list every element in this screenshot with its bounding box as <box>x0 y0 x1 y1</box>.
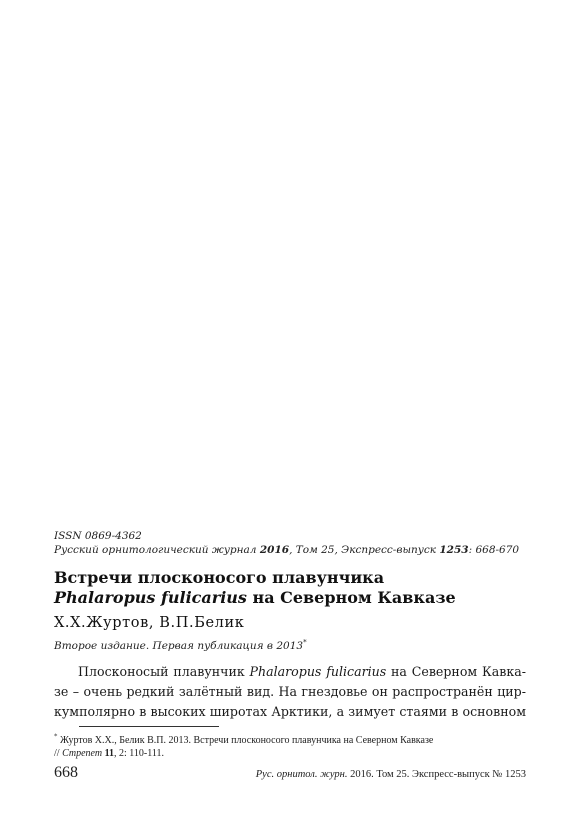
body-text <box>54 662 526 722</box>
footnote-volume: 11 <box>104 748 115 759</box>
title-species: Phalaropus fulicarius <box>54 588 247 607</box>
journal-volume: , Том 25, Экспресс-выпуск <box>289 544 440 556</box>
body-species: Phalaropus fulicarius <box>249 664 387 679</box>
body-line: зе – очень редкий залётный вид. На гнездовье он распространён цир- <box>54 684 526 699</box>
body-text-fragment: Плосконосый плавунчик <box>78 664 250 679</box>
footnote-line-1 <box>54 734 534 747</box>
issn: ISSN 0869-4362 <box>54 530 142 542</box>
title-line-1: Встречи плосконосого плавунчика <box>54 568 385 587</box>
title-line-2 <box>54 588 456 608</box>
body-text-fragment: на Северном Кавка- <box>386 664 526 679</box>
journal-year: 2016 <box>259 544 290 556</box>
footnote-journal: Стрепет <box>62 748 103 759</box>
body-line <box>54 662 526 682</box>
edition-text: Второе издание. Первая публикация в 2013 <box>54 640 304 652</box>
page-number: 668 <box>54 764 78 781</box>
running-footer <box>256 769 526 780</box>
edition-note <box>54 640 307 652</box>
body-line: кумполярно в высоких широтах Арктики, а зимует стаями в основном <box>54 704 526 719</box>
footnote-pages: , 2: 110-111. <box>114 748 165 759</box>
authors: Х.Х.Журтов, В.П.Белик <box>54 615 245 631</box>
footnote-mark: * <box>54 732 58 741</box>
footnote-separator <box>79 726 219 727</box>
footnote-line-2 <box>54 747 534 760</box>
footnote-text: Журтов Х.Х., Белик В.П. 2013. Встречи плосконосого плавунчика на Северном Кавказе <box>57 735 434 746</box>
article-title <box>54 568 456 608</box>
footnote <box>54 734 534 760</box>
journal-pages: : 668-670 <box>468 544 520 556</box>
running-details: 2016. Том 25. Экспресс-выпуск № 1253 <box>347 769 526 780</box>
running-journal: Рус. орнитол. журн. <box>255 769 348 780</box>
edition-footnote-mark: * <box>303 638 307 647</box>
journal-issue: 1253 <box>439 544 469 556</box>
title-rest: на Северном Кавказе <box>246 588 456 607</box>
footnote-prefix: // <box>54 748 63 759</box>
journal-name: Русский орнитологический журнал <box>54 544 260 556</box>
journal-citation <box>54 544 519 556</box>
